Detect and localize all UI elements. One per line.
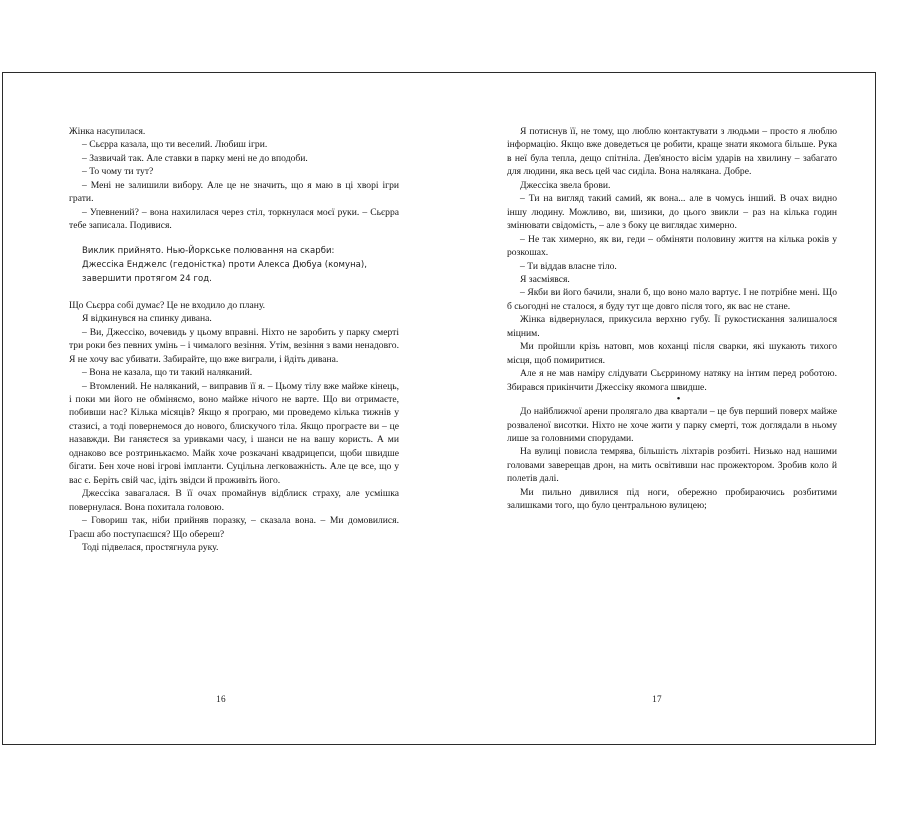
paragraph: Ми пильно дивилися під ноги, обережно пробираючись розбитими залишками того, що було центральною вулицею; — [507, 486, 837, 512]
page-right — [439, 73, 875, 744]
system-message-line: Джессіка Енджелс (гедоністка) проти Алекса Дюбуа (комуна), — [82, 260, 368, 271]
paragraph: На вулиці повисла темрява, більшість ліхтарів розбиті. Низько над нашими головами заверещав дрон, на мить освітивши нас прожектором. Зробив коло й полетів далі. — [507, 446, 837, 485]
paragraph: Я потиснув її, не тому, що люблю контактувати з людьми – просто я люблю інформацію. Якщо вже доведеться це робити, краще знати якомога більше. Рука в неї була тепла, дещо спітніла. Дев'яносто вісім ударів на хвилину – забагато для людини, яка весь цей час сиділа. Вона налякана. Добре. — [507, 126, 837, 178]
paragraph: – Ти віддав власне тіло. — [520, 260, 617, 272]
paragraph: – Втомлений. Не наляканий, – виправив її я. – Цьому тілу вже майже кінець, і поки ми його не обміняємо, воно майже нічого не варте. Що ви отримаєте, побивши нас? Кілька місяців? Якщо я програю, ми проведемо кілька тижнів у стазисі, а тоді повернемося до нового, блискучого тіла. Якщо програєте ви – це назавжди. Ви ганяєтеся за уривками часу, і шанси не на вашу користь. А ми однаково все розтринькаємо. Майк хоче розкачані квадрицепси, щоби швидше бігати. Бен хоче нові ігрові імпланти. Суцільна легковажність. Але це все, що у вас є. Беріть свій час, ідіть звідси й проживіть його. — [69, 380, 399, 486]
paragraph: – Говориш так, ніби прийняв поразку, – сказала вона. – Ми домовилися. Граєш або поступаєшся? Що обереш? — [69, 515, 399, 540]
paragraph: Що Сьєрра собі думає? Це не входило до плану. — [69, 299, 266, 311]
paragraph: Я відкинувся на спинку дивана. — [82, 313, 212, 325]
system-message-block — [69, 244, 399, 287]
paragraph: – Вона не казала, що ти такий наляканий. — [82, 367, 253, 379]
paragraph: – Сьєрра казала, що ти веселий. Любиш ігри. — [82, 139, 268, 151]
paragraph: Жінка відвернулася, прикусила верхню губу. Її рукостискання залишалося міцним. — [507, 314, 837, 339]
paragraph: Я засміявся. — [520, 273, 570, 285]
system-message-line: Виклик прийнято. Нью-Йоркське полювання на скарби: — [82, 245, 335, 256]
paragraph: Але я не мав наміру слідувати Сьєрриному натяку на інтим перед роботою. Збирався прикінчити Джессіку якомога швидше. — [507, 368, 837, 393]
paragraph: – Мені не залишили вибору. Але це не значить, що я маю в ці хворі ігри грати. — [69, 179, 399, 205]
paragraph: – Не так химерно, як ви, геди – обміняти половину життя на кілька років у розкошах. — [507, 233, 837, 259]
paragraph: Джессіка звела брови. — [520, 179, 611, 191]
book-spread — [2, 72, 876, 745]
paragraph: – Якби ви його бачили, знали б, що воно мало вартує. І не потрібне мені. Що б сьогодні не сталося, я буду тут ще довго після того, як вас не стане. — [507, 287, 837, 312]
paragraph: – Упевнений? – вона нахилилася через стіл, торкнулася моєї руки. – Сьєрра тебе записала. Подивися. — [69, 206, 399, 232]
page-number-left: 16 — [216, 694, 226, 704]
paragraph: Жінка насупилася. — [69, 126, 146, 137]
paragraph: Тоді підвелася, простягнула руку. — [82, 542, 219, 553]
paragraph: До найближчої арени пролягало два квартали – це був перший поверх майже розваленої висотки. Ніхто не хоче жити у парку смерті, тож доглядали в ньому лише за головними спорудами. — [507, 406, 837, 444]
page-left — [3, 73, 439, 744]
paragraph: Джессіка завагалася. В її очах промайнув відблиск страху, але усмішка повернулася. Вона похитала головою. — [69, 488, 399, 513]
page-left-text-column — [69, 125, 399, 554]
paragraph: – Зазвичай так. Але ставки в парку мені не до вподоби. — [82, 152, 308, 164]
page-number-right: 17 — [652, 694, 662, 704]
section-break-dinkus: • — [676, 393, 681, 406]
paragraph: – То чому ти тут? — [82, 166, 154, 178]
paragraph: – Ви, Джессіко, вочевидь у цьому вправні. Ніхто не заробить у парку смерті три роки без певних умінь – і чималого везіння. Утім, везіння з вами ненадовго. Я не хочу вас убивати. Забирайте, що вже виграли, і йдіть дивана. — [69, 326, 399, 365]
paragraph: – Ти на вигляд такий самий, як вона... але в чомусь інший. В очах видно іншу людину. Можливо, ви, шизики, до цього звикли – раз на кілька годин змінювати свідомість, – але з боку це виглядає химерно. — [507, 193, 837, 232]
paragraph: Ми пройшли крізь натовп, мов коханці після сварки, які шукають тихого місця, щоб помиритися. — [507, 341, 837, 366]
system-message-line: завершити протягом 24 год. — [82, 274, 212, 285]
page-right-text-column — [507, 125, 837, 513]
